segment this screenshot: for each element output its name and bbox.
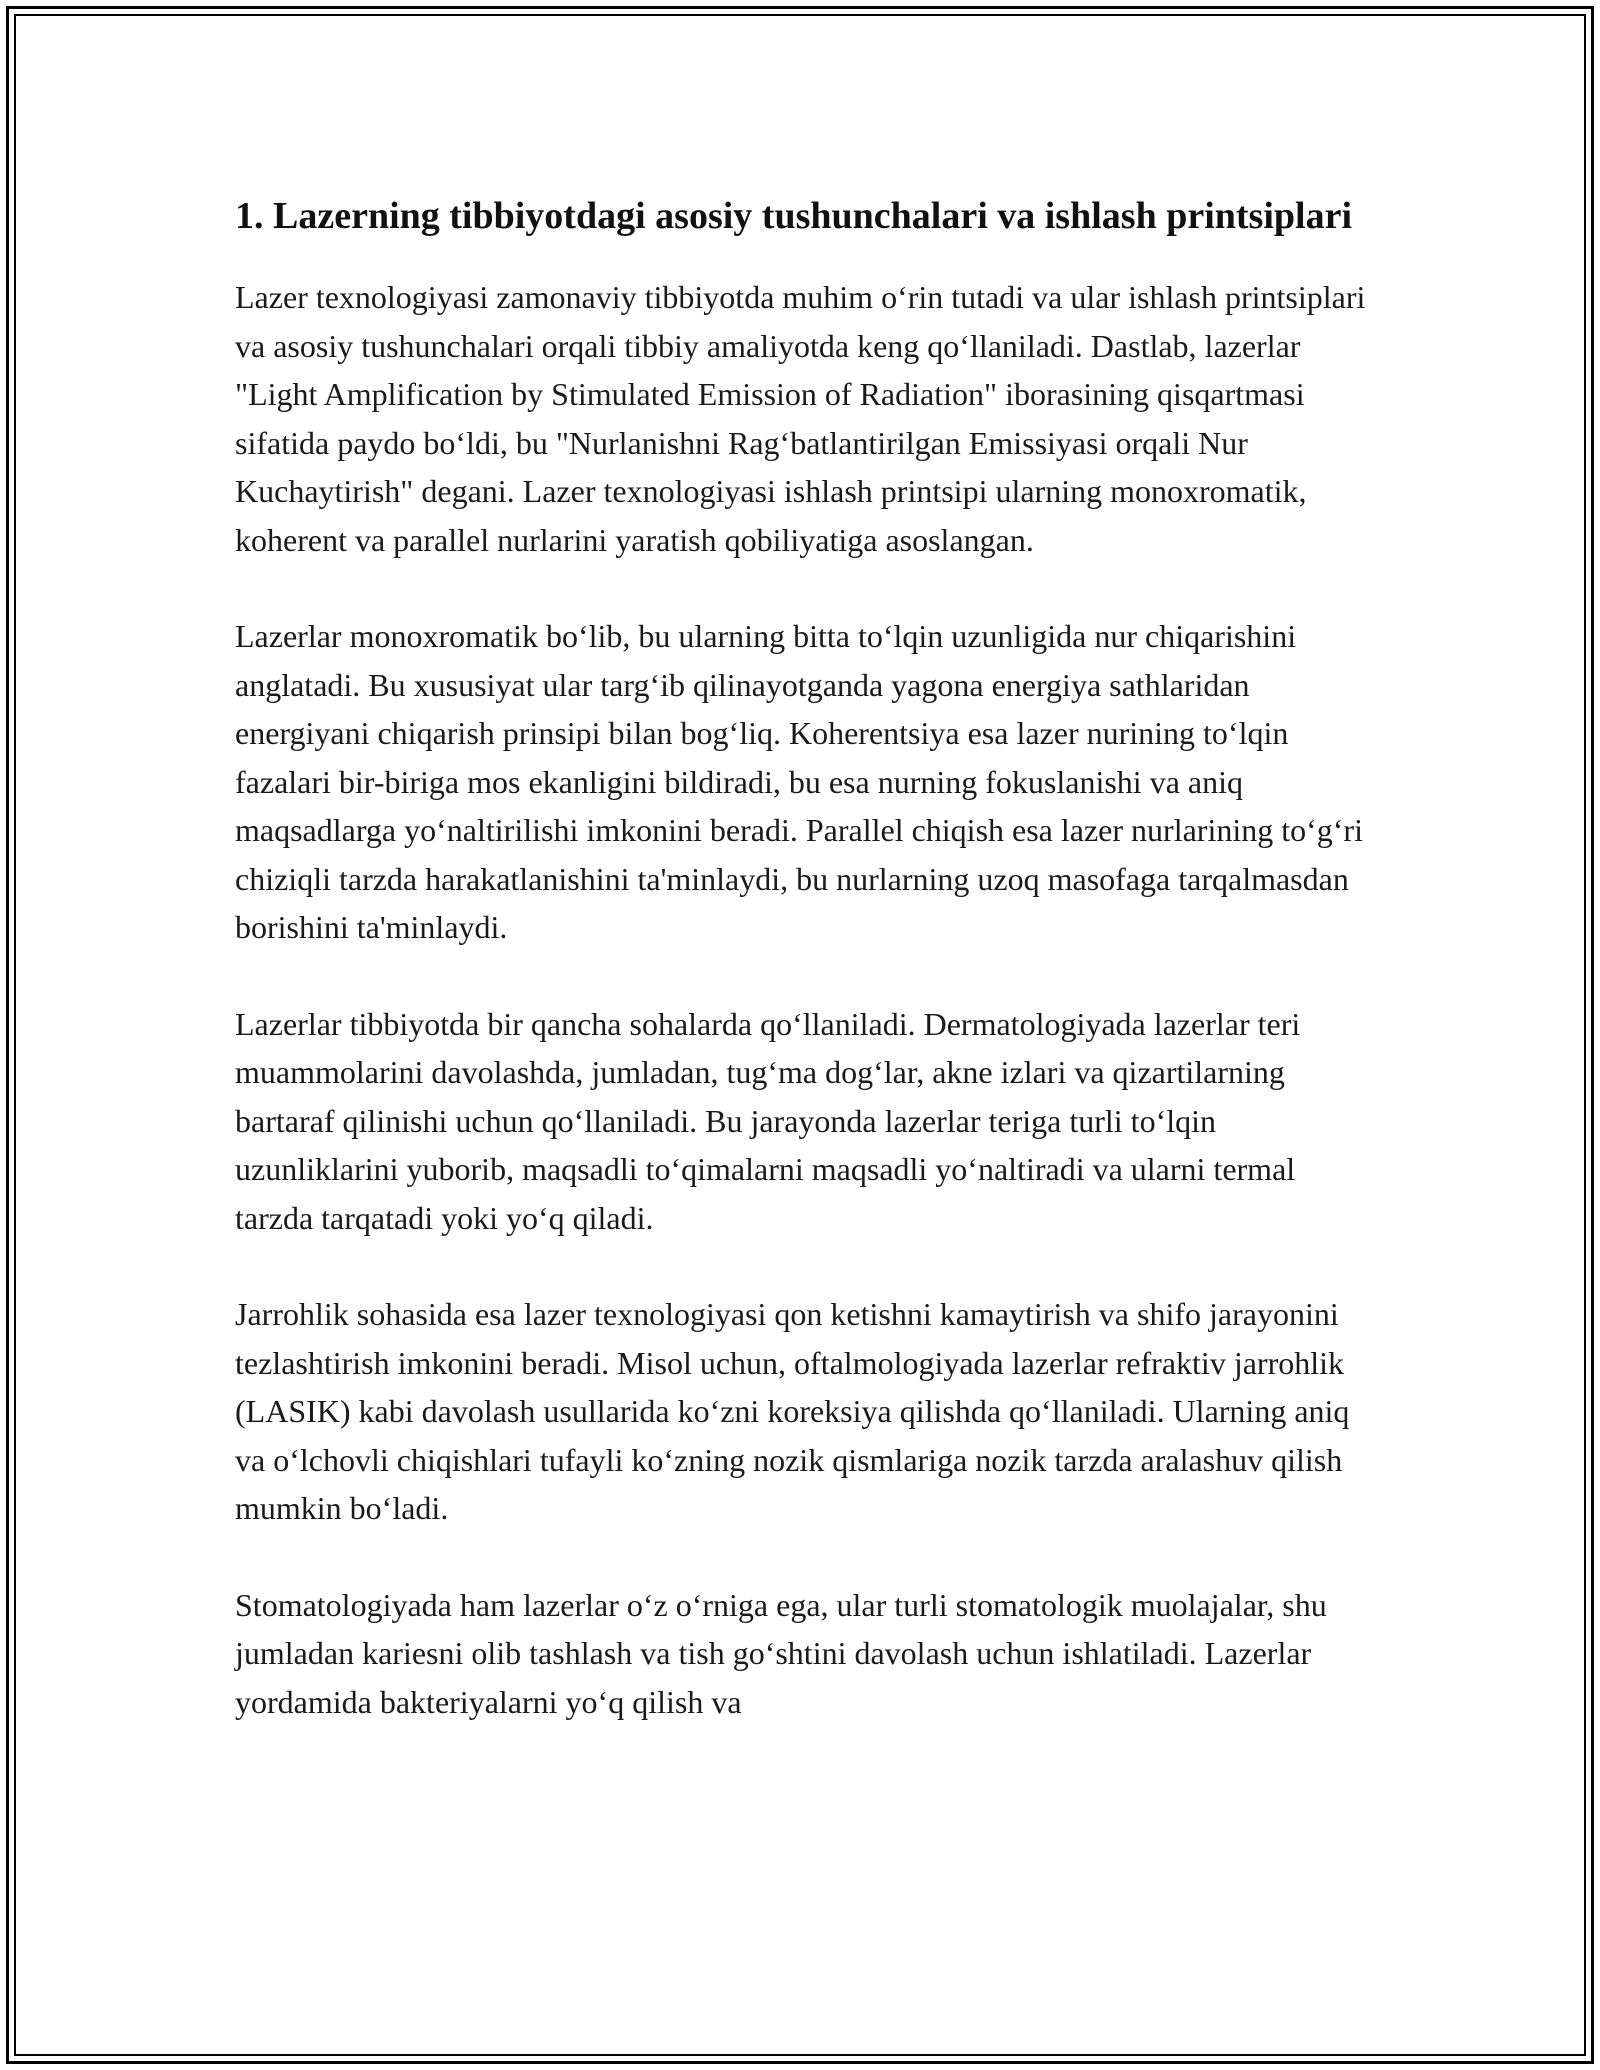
section-title: 1. Lazerning tibbiyotdagi asosiy tushunchalari va ishlash printsiplari <box>235 195 1353 237</box>
document-body <box>235 188 1375 1774</box>
paragraph-surgery: Jarrohlik sohasida esa lazer texnologiyasi qon ketishni kamaytirish va shifo jarayonini tezlashtirish imkonini beradi. Misol uchun, oftalmologiyada lazerlar refraktiv jarrohlik (LASIK) kabi davolash usullarida ko‘zni koreksiya qilishda qo‘llaniladi. Ularning aniq va o‘lchovli chiqishlari tufayli ko‘zning nozik qismlariga nozik tarzda aralashuv qilish mumkin bo‘ladi. <box>235 1296 1350 1526</box>
paragraph-dentistry: Stomatologiyada ham lazerlar o‘z o‘rniga ega, ular turli stomatologik muolajalar, shu jumladan kariesni olib tashlash va tish go‘shtini davolash uchun ishlatiladi. Lazerlar yordamida bakteriyalarni yo‘q qilish va <box>235 1586 1327 1720</box>
paragraph-intro: Lazer texnologiyasi zamonaviy tibbiyotda muhim o‘rin tutadi va ular ishlash printsiplari va asosiy tushunchalari orqali tibbiy amaliyotda keng qo‘llaniladi. Dastlab, lazerlar "Light Amplification by Stimulated Emission of Radiation" iborasining qisqartmasi sifatida paydo bo‘ldi, bu "Nurlanishni Rag‘batlantirilgan Emissiyasi orqali Nur Kuchaytirish" degani. Lazer texnologiyasi ishlash printsipi ularning monoxromatik, koherent va parallel nurlarini yaratish qobiliyatiga asoslangan. <box>235 279 1366 558</box>
paragraph-properties: Lazerlar monoxromatik bo‘lib, bu ularning bitta to‘lqin uzunligida nur chiqarishini anglatadi. Bu xususiyat ular targ‘ib qilinayotganda yagona energiya sathlaridan energiyani chiqarish prinsipi bilan bog‘liq. Koherentsiya esa lazer nurining to‘lqin fazalari bir-biriga mos ekanligini bildiradi, bu esa nurning fokuslanishi va aniq maqsadlarga yo‘naltirilishi imkonini beradi. Parallel chiqish esa lazer nurlarining to‘g‘ri chiziqli tarzda harakatlanishini ta'minlaydi, bu nurlarning uzoq masofaga tarqalmasdan borishini ta'minlaydi. <box>235 618 1363 945</box>
paragraph-dermatology: Lazerlar tibbiyotda bir qancha sohalarda qo‘llaniladi. Dermatologiyada lazerlar teri muammolarini davolashda, jumladan, tug‘ma dog‘lar, akne izlari va qizartilarning bartaraf qilinishi uchun qo‘llaniladi. Bu jarayonda lazerlar teriga turli to‘lqin uzunliklarini yuborib, maqsadli to‘qimalarni maqsadli yo‘naltiradi va ularni termal tarzda tarqatadi yoki yo‘q qiladi. <box>235 1005 1301 1236</box>
